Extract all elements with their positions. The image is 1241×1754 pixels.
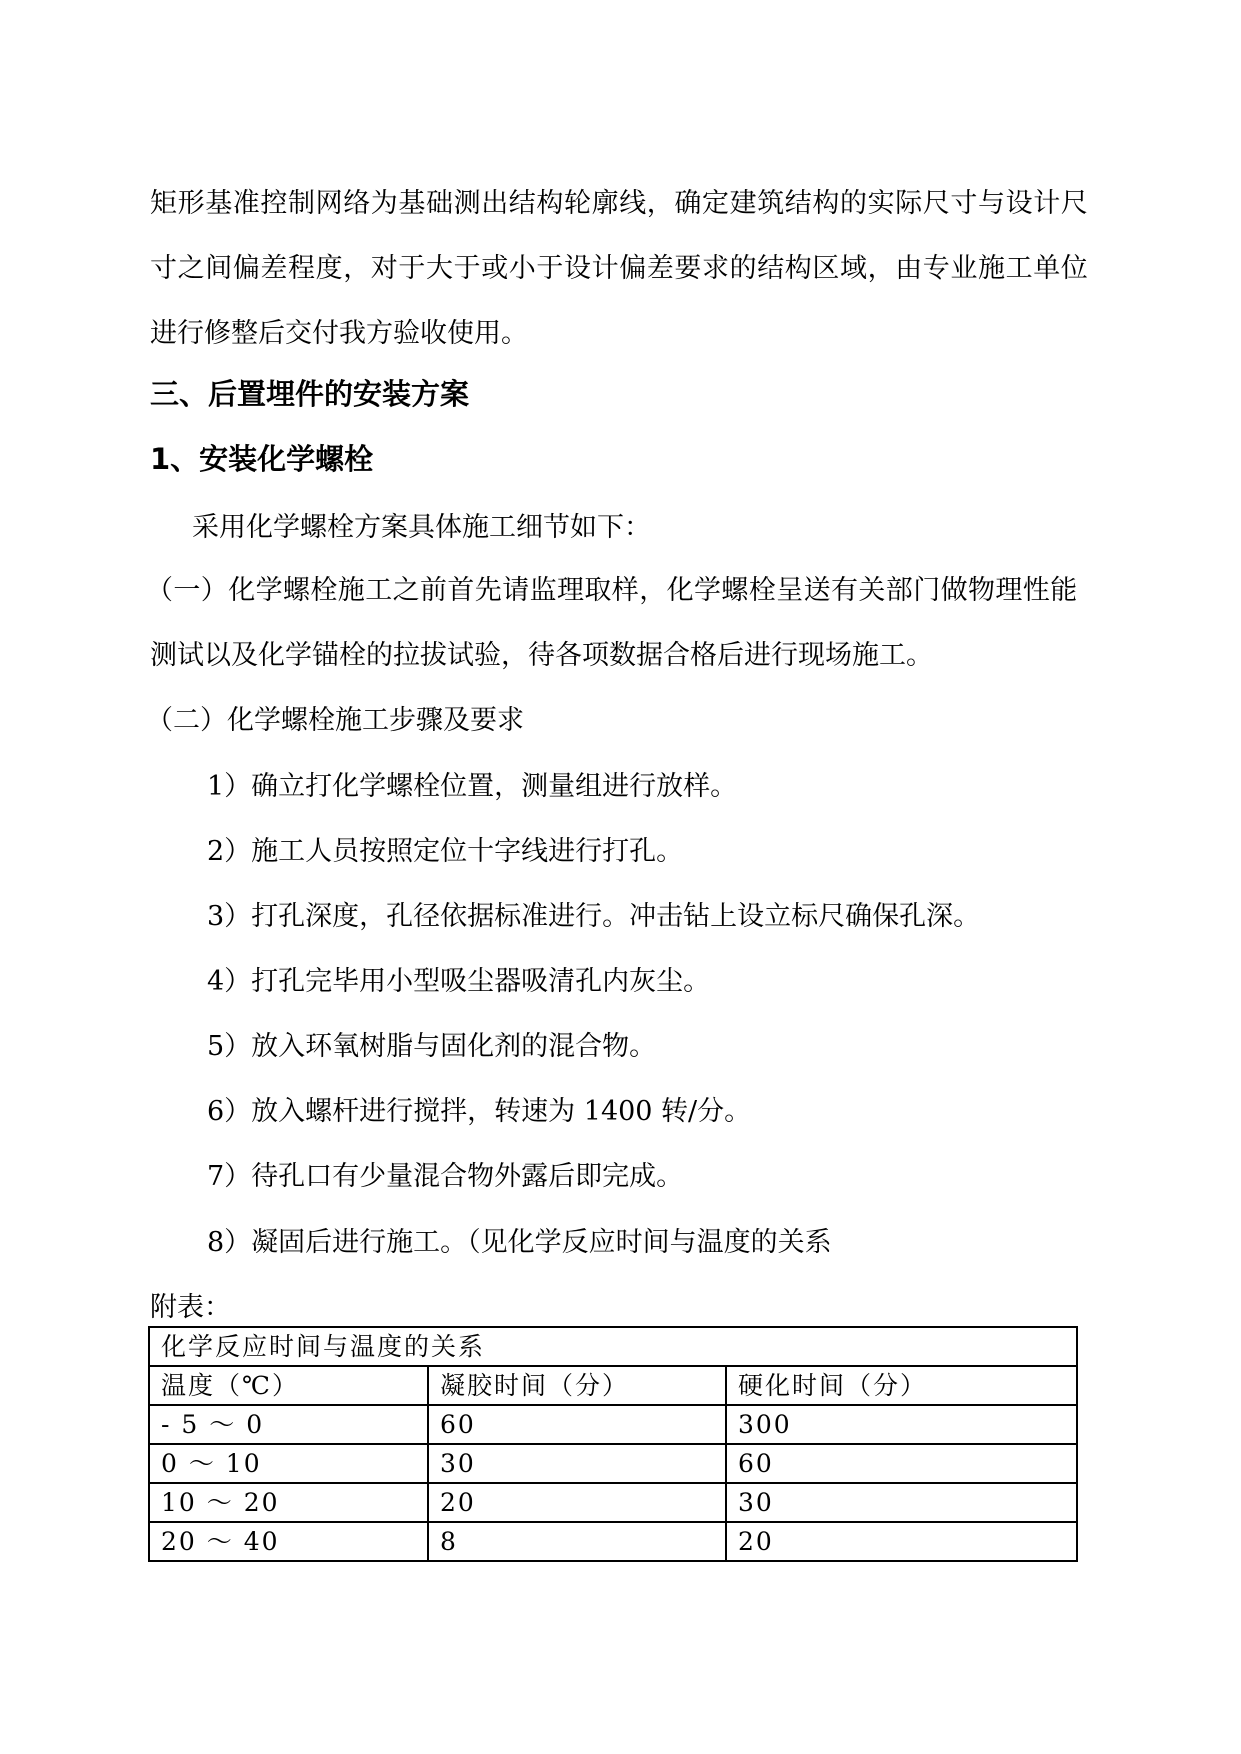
table-row (149, 1522, 1077, 1561)
table-cell: 8 (428, 1522, 726, 1561)
header-cure-time: 硬化时间（分） (726, 1366, 1077, 1405)
section-heading: 三、后置埋件的安装方案 (150, 377, 470, 411)
table-row (149, 1444, 1077, 1483)
table-cell: 20 (428, 1483, 726, 1522)
table-row (149, 1405, 1077, 1444)
table-cell: 20 ～ 40 (149, 1522, 428, 1561)
table-row (149, 1483, 1077, 1522)
paragraph-line-3: 进行修整后交付我方验收使用。 (150, 318, 528, 349)
subsection-heading: 1、安装化学螺栓 (150, 442, 374, 476)
step-item: 7）待孔口有少量混合物外露后即完成。 (207, 1161, 684, 1192)
intro-text: 采用化学螺栓方案具体施工细节如下： (192, 512, 651, 543)
header-gel-time: 凝胶时间（分） (428, 1366, 726, 1405)
table-cell: 20 (726, 1522, 1077, 1561)
table-cell: 30 (428, 1444, 726, 1483)
step-item: 5）放入环氧树脂与固化剂的混合物。 (207, 1031, 657, 1062)
table-title-row (149, 1327, 1077, 1366)
table-cell: - 5 ～ 0 (149, 1405, 428, 1444)
paragraph-line-1: 矩形基准控制网络为基础测出结构轮廓线，确定建筑结构的实际尺寸与设计尺 (150, 188, 1089, 219)
step-item: 3）打孔深度，孔径依据标准进行。冲击钻上设立标尺确保孔深。 (207, 901, 981, 932)
table-cell: 0 ～ 10 (149, 1444, 428, 1483)
section1-line-2: 测试以及化学锚栓的拉拔试验，待各项数据合格后进行现场施工。 (150, 640, 933, 671)
step-item: 4）打孔完毕用小型吸尘器吸清孔内灰尘。 (207, 966, 711, 997)
step-item: 1）确立打化学螺栓位置，测量组进行放样。 (207, 771, 738, 802)
table-header-row (149, 1366, 1077, 1405)
section2-title: （二）化学螺栓施工步骤及要求 (146, 705, 524, 736)
paragraph-line-2: 寸之间偏差程度，对于大于或小于设计偏差要求的结构区域，由专业施工单位 (150, 253, 1089, 284)
step-item: 2）施工人员按照定位十字线进行打孔。 (207, 836, 684, 867)
table-cell: 60 (428, 1405, 726, 1444)
table-title: 化学反应时间与温度的关系 (149, 1327, 1077, 1366)
table-cell: 300 (726, 1405, 1077, 1444)
reaction-table (148, 1326, 1078, 1562)
section1-line-1: （一）化学螺栓施工之前首先请监理取样，化学螺栓呈送有关部门做物理性能 (146, 575, 1078, 606)
header-temperature: 温度（℃） (149, 1366, 428, 1405)
table-cell: 10 ～ 20 (149, 1483, 428, 1522)
table-cell: 60 (726, 1444, 1077, 1483)
step-item: 8）凝固后进行施工。（见化学反应时间与温度的关系 (207, 1227, 832, 1258)
table-note: 附表： (150, 1292, 231, 1323)
table-cell: 30 (726, 1483, 1077, 1522)
step-item: 6）放入螺杆进行搅拌，转速为 1400 转/分。 (207, 1096, 752, 1127)
